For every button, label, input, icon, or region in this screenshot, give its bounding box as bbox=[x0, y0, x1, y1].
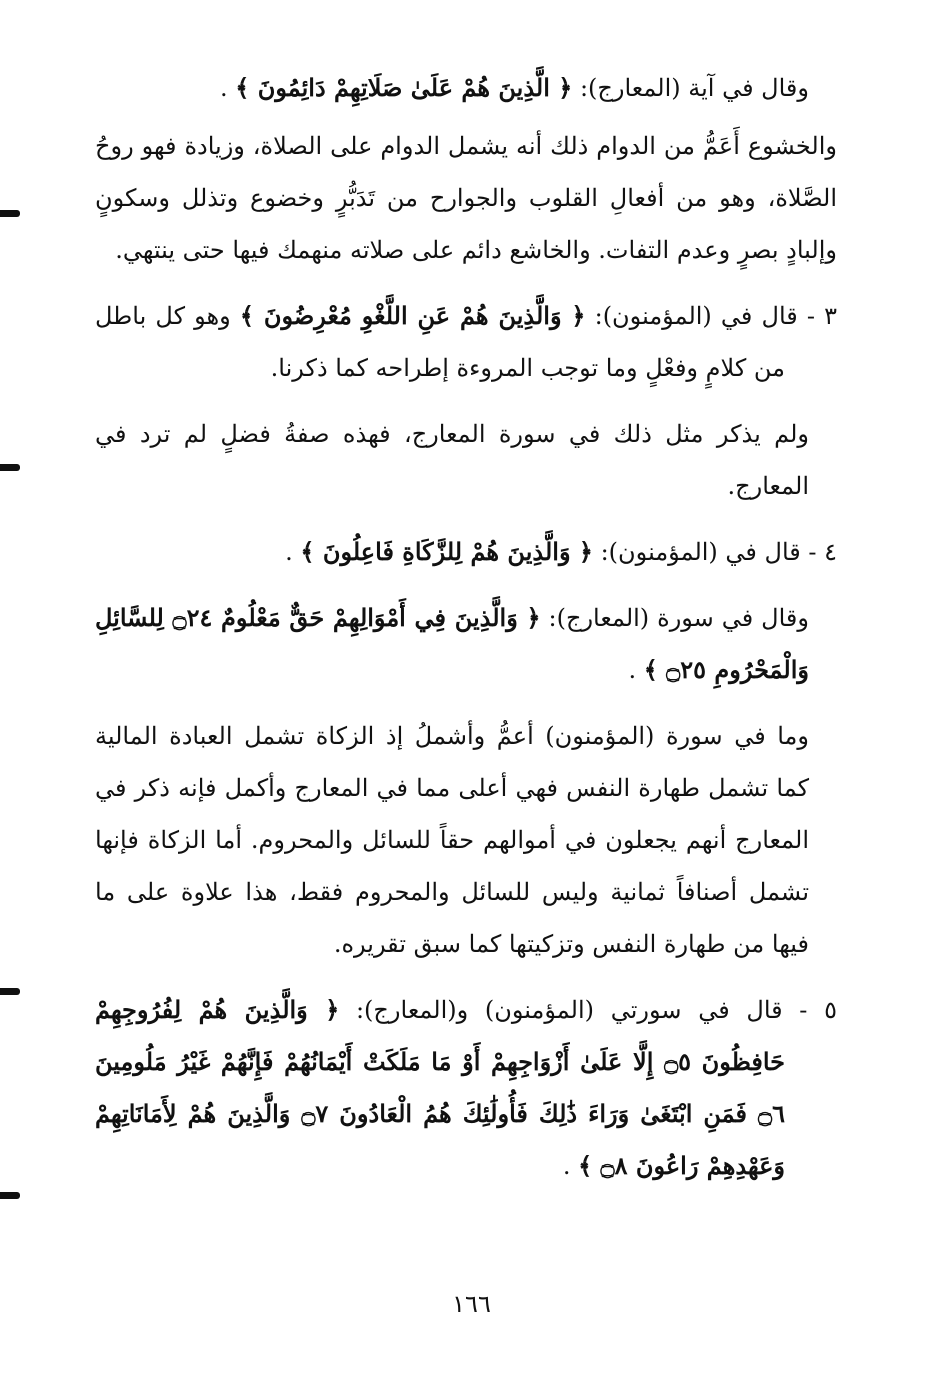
paragraph-text: ٣ - قال في (المؤمنون): bbox=[585, 302, 838, 330]
paragraph-maarij-verse bbox=[95, 62, 837, 114]
paragraph-text: ٥ - قال في سورتي (المؤمنون) و(المعارج): bbox=[339, 996, 838, 1024]
paragraph-text: ٤ - قال في (المؤمنون): bbox=[592, 538, 837, 566]
margin-mark bbox=[0, 1192, 20, 1199]
paragraph-item-3 bbox=[95, 290, 837, 394]
quran-verse: ﴿ وَالَّذِينَ هُمْ لِلزَّكَاةِ فَاعِلُونَ ﴾ bbox=[300, 537, 593, 566]
margin-mark bbox=[0, 988, 20, 995]
paragraph-text: وهو كل باطل من كلامٍ وفعْلٍ وما توجب المروءة إطراحه كما ذكرنا. bbox=[95, 302, 785, 382]
paragraph-text: . bbox=[220, 74, 236, 102]
margin-mark bbox=[0, 464, 20, 471]
paragraph-not-mentioned bbox=[95, 408, 837, 512]
quran-verse: ﴿ الَّذِينَ هُمْ عَلَىٰ صَلَاتِهِمْ دَائِمُونَ ﴾ bbox=[235, 73, 573, 102]
paragraph-text: والخشوع أَعَمُّ من الدوام ذلك أنه يشمل الدوام على الصلاة، وزيادة فهو روحُ الصَّلاة، وهو من أفعالِ القلوب والجوارح من تَدَبُّرٍ وخضوع وتذلل وسكونٍ وإلبادٍ بصرٍ وعدم التفات. والخاشع دائم على صلاته منهمك فيها حتى ينتهي. bbox=[95, 132, 838, 264]
paragraph-comparison bbox=[95, 710, 837, 970]
paragraph-maarij-zakat bbox=[95, 592, 837, 696]
quran-verse: ﴿ وَالَّذِينَ فِي أَمْوَالِهِمْ حَقٌّ مَعْلُومٌ ۝٢٤ لِلسَّائِلِ وَالْمَحْرُومِ ۝٢٥ ﴾ bbox=[95, 603, 809, 684]
margin-mark bbox=[0, 210, 20, 217]
paragraph-text: . bbox=[562, 1152, 579, 1180]
paragraph-item-5 bbox=[95, 984, 837, 1192]
quran-verse: ﴿ وَالَّذِينَ هُمْ لِفُرُوجِهِمْ حَافِظُونَ ۝٥ إِلَّا عَلَىٰ أَزْوَاجِهِمْ أَوْ مَا مَلَكَتْ أَيْمَانُهُمْ فَإِنَّهُمْ غَيْرُ مَلُومِينَ ۝٦ فَمَنِ ابْتَغَىٰ وَرَاءَ ذَٰلِكَ فَأُولَٰئِكَ هُمُ الْعَادُونَ ۝٧ وَالَّذِينَ هُمْ لِأَمَانَاتِهِمْ وَعَهْدِهِمْ رَاعُونَ ۝٨ ﴾ bbox=[95, 995, 786, 1180]
paragraph-khushu bbox=[95, 120, 837, 276]
paragraph-text: وقال في آية (المعارج): bbox=[572, 74, 809, 102]
paragraph-text: . bbox=[285, 538, 301, 566]
paragraph-text: . bbox=[628, 656, 644, 684]
paragraph-item-4 bbox=[95, 526, 837, 578]
quran-verse: ﴿ وَالَّذِينَ هُمْ عَنِ اللَّغْوِ مُعْرِضُونَ ﴾ bbox=[239, 301, 586, 330]
page-number: ١٦٦ bbox=[452, 1290, 491, 1318]
paragraph-text: ولم يذكر مثل ذلك في سورة المعارج، فهذه صفةُ فضلٍ لم ترد في المعارج. bbox=[95, 420, 809, 500]
paragraph-text: وما في سورة (المؤمنون) أعمُّ وأشملُ إذ الزكاة تشمل العبادة المالية كما تشمل طهارة النفس فهي أعلى مما في المعارج وأكمل فإنه ذكر في المعارج أنهم يجعلون في أموالهم حقاً للسائل والمحروم. أما الزكاة فإنها تشمل أصنافاً ثمانية وليس للسائل والمحروم فقط، هذا علاوة على ما فيها من طهارة النفس وتزكيتها كما سبق تقريره. bbox=[95, 722, 809, 958]
paragraph-text: وقال في سورة (المعارج): bbox=[540, 604, 809, 632]
page-body bbox=[95, 62, 837, 1198]
